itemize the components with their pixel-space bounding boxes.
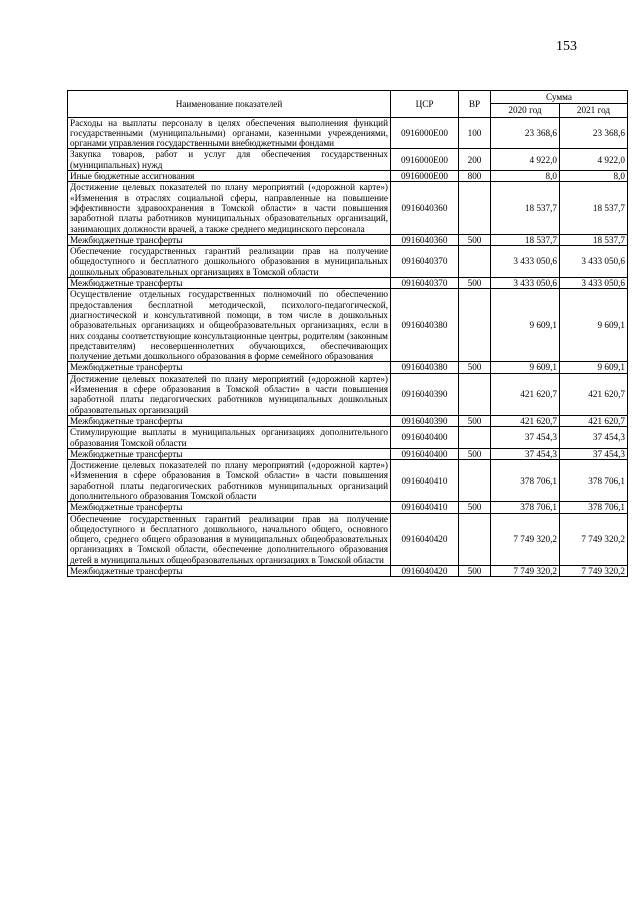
cell-csr: 0916040360 [391,234,459,245]
cell-2021: 8,0 [560,171,628,182]
cell-name: Обеспечение государственных гарантий реализации прав на получение общедоступного и бесплатного дошкольного, начального общего, основного общего, среднего общего образования в муниципальных общеобразовательных организациях в Томской области, обеспечение дополнительного образования детей в муниципальных общеобразовательных организациях в Томской области [68,513,391,565]
cell-vr: 200 [459,149,491,171]
cell-vr [459,182,491,234]
table-row [68,289,628,362]
cell-name: Обеспечение государственных гарантий реализации прав на получение общедоступного и бесплатного дошкольного образования в муниципальных дошкольных образовательных организациях в Томской области [68,246,391,278]
cell-2021: 9 609,1 [560,362,628,373]
cell-2020: 18 537,7 [491,234,560,245]
cell-2020: 3 433 050,6 [491,278,560,289]
cell-name: Межбюджетные трансферты [68,362,391,373]
cell-csr: 0916040370 [391,278,459,289]
cell-2020: 8,0 [491,171,560,182]
table-row [68,149,628,171]
cell-2020: 37 454,3 [491,427,560,449]
cell-name: Стимулирующие выплаты в муниципальных организациях дополнительного образования Томской области [68,427,391,449]
table-row [68,246,628,278]
cell-csr: 0916040370 [391,246,459,278]
cell-name: Межбюджетные трансферты [68,278,391,289]
table-row [68,513,628,565]
cell-2021: 378 706,1 [560,460,628,502]
table-row [68,415,628,426]
page-number: 153 [556,39,577,54]
cell-vr: 500 [459,415,491,426]
budget-table [67,90,628,577]
cell-2020: 18 537,7 [491,182,560,234]
header-year-2021: 2021 год [560,104,628,117]
cell-2020: 7 749 320,2 [491,566,560,577]
cell-2021: 7 749 320,2 [560,513,628,565]
cell-2021: 7 749 320,2 [560,566,628,577]
header-year-2020: 2020 год [491,104,560,117]
table-row [68,427,628,449]
cell-name: Закупка товаров, работ и услуг для обеспечения государственных (муниципальных) нужд [68,149,391,171]
cell-vr [459,246,491,278]
cell-csr: 0916040400 [391,448,459,459]
cell-csr: 0916040410 [391,502,459,513]
cell-2020: 4 922,0 [491,149,560,171]
cell-csr: 0916040420 [391,513,459,565]
cell-2020: 9 609,1 [491,289,560,362]
table-row [68,448,628,459]
table-row [68,117,628,149]
cell-csr: 0916040420 [391,566,459,577]
cell-csr: 0916040390 [391,373,459,415]
cell-2020: 421 620,7 [491,415,560,426]
table-header [68,91,628,118]
table-row [68,460,628,502]
cell-csr: 0916040380 [391,362,459,373]
cell-name: Осуществление отдельных государственных полномочий по обеспечению предоставления бесплатной методической, психолого-педагогической, диагностической и консультативной помощи, в том числе в дошкольных образовательных организациях и общеобразовательных организациях, если в них созданы соответствующие консультационные центры, родителям (законным представителям) несовершеннолетних обучающихся, обеспечивающих получение детьми дошкольного образования в форме семейного образования [68,289,391,362]
cell-vr [459,460,491,502]
cell-name: Достижение целевых показателей по плану мероприятий («дорожной карте») «Изменения в отраслях социальной сферы, направленные на повышение эффективности здравоохранения в Томской области» в части повышения заработной платы работников муниципальных образовательных организаций, занимающих должности врачей, а также среднего медицинского персонала [68,182,391,234]
cell-2020: 3 433 050,6 [491,246,560,278]
cell-2021: 37 454,3 [560,427,628,449]
cell-vr: 100 [459,117,491,149]
table-row [68,278,628,289]
cell-vr: 500 [459,362,491,373]
cell-2021: 23 368,6 [560,117,628,149]
cell-2021: 37 454,3 [560,448,628,459]
cell-2021: 3 433 050,6 [560,278,628,289]
cell-2021: 18 537,7 [560,182,628,234]
header-sum: Сумма [491,91,628,104]
cell-name: Межбюджетные трансферты [68,415,391,426]
cell-vr [459,513,491,565]
cell-csr: 0916040380 [391,289,459,362]
cell-name: Иные бюджетные ассигнования [68,171,391,182]
cell-vr: 800 [459,171,491,182]
table-row [68,502,628,513]
cell-2021: 421 620,7 [560,415,628,426]
table-row [68,171,628,182]
cell-csr: 0916040390 [391,415,459,426]
cell-csr: 0916040410 [391,460,459,502]
cell-name: Межбюджетные трансферты [68,234,391,245]
cell-vr: 500 [459,234,491,245]
cell-2020: 378 706,1 [491,502,560,513]
cell-csr: 0916000E00 [391,171,459,182]
header-vr: ВР [459,91,491,118]
cell-name: Расходы на выплаты персоналу в целях обеспечения выполнения функций государственными (муниципальными) органами, казенными учреждениями, органами управления государственными внебюджетными фондами [68,117,391,149]
table-row [68,182,628,234]
cell-2020: 421 620,7 [491,373,560,415]
cell-2020: 7 749 320,2 [491,513,560,565]
cell-2020: 23 368,6 [491,117,560,149]
cell-name: Достижение целевых показателей по плану мероприятий («дорожной карте») «Изменения в сфере образования в Томской области» в части повышения заработной платы педагогических работников муниципальных дошкольных образовательных организаций [68,373,391,415]
cell-vr: 500 [459,278,491,289]
cell-2021: 378 706,1 [560,502,628,513]
cell-vr [459,427,491,449]
cell-vr: 500 [459,448,491,459]
cell-vr [459,289,491,362]
cell-csr: 0916040400 [391,427,459,449]
table-row [68,362,628,373]
table-body [68,117,628,577]
cell-2021: 421 620,7 [560,373,628,415]
cell-name: Достижение целевых показателей по плану мероприятий («дорожной карте») «Изменения в сфере образования в Томской области» в части повышения заработной платы педагогических работников муниципальных организаций дополнительного образования Томской области [68,460,391,502]
cell-name: Межбюджетные трансферты [68,502,391,513]
cell-name: Межбюджетные трансферты [68,448,391,459]
table-row [68,373,628,415]
cell-csr: 0916000E00 [391,117,459,149]
table-row [68,234,628,245]
cell-2021: 9 609,1 [560,289,628,362]
cell-2021: 4 922,0 [560,149,628,171]
cell-vr: 500 [459,566,491,577]
cell-2020: 9 609,1 [491,362,560,373]
cell-csr: 0916000E00 [391,149,459,171]
table-row [68,566,628,577]
header-csr: ЦСР [391,91,459,118]
cell-2021: 3 433 050,6 [560,246,628,278]
cell-2021: 18 537,7 [560,234,628,245]
cell-2020: 37 454,3 [491,448,560,459]
cell-vr [459,373,491,415]
cell-csr: 0916040360 [391,182,459,234]
cell-name: Межбюджетные трансферты [68,566,391,577]
header-name: Наименование показателей [68,91,391,118]
cell-vr: 500 [459,502,491,513]
cell-2020: 378 706,1 [491,460,560,502]
